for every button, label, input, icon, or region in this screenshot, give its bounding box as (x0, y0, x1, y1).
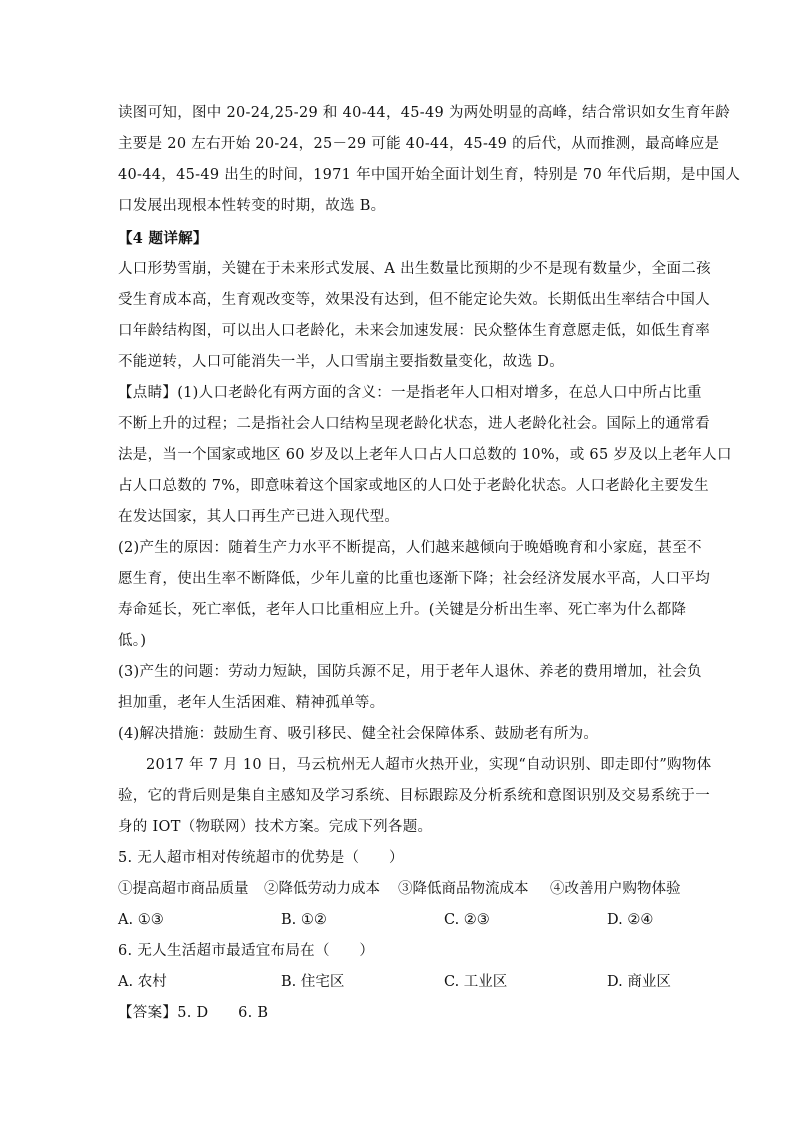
text-line: 寿命延长，死亡率低，老年人口比重相应上升。(关键是分析出生率、死亡率为什么都降 (118, 602, 687, 618)
text-line: 2017 年 7 月 10 日，马云杭州无人超市火热开业，实现“自动识别、即走即付”购物体 (146, 757, 712, 773)
question-6: 6. 无人生活超市最适宜布局在（ ） (118, 943, 375, 959)
text-line: 低。) (118, 633, 147, 649)
text-line: 主要是 20 左右开始 20-24，25－29 可能 40-44，45-49 的后代，从而推测，最高峰应是 (118, 136, 720, 152)
q6-options-row (118, 967, 678, 998)
q5-options-row (118, 905, 678, 936)
text-line: (3)产生的问题：劳动力短缺，国防兵源不足，用于老年人退休、养老的费用增加，社会负 (118, 664, 702, 680)
q5-items-row (118, 874, 681, 905)
q5-option: D. ②④ (607, 912, 654, 928)
text-line: 口年龄结构图，可以出人口老龄化，未来会加速发展：民众整体生育意愿走低，如低生育率 (118, 323, 710, 339)
text-line: (4)解决措施：鼓励生育、吸引移民、健全社会保障体系、鼓励老有所为。 (118, 726, 599, 742)
text-line: 验，它的背后则是集自主感知及学习系统、目标跟踪及分析系统和意图识别及交易系统于一 (118, 788, 710, 804)
q5-option: C. ②③ (444, 912, 490, 928)
q6-option: A. 农村 (118, 974, 167, 990)
section-heading: 【4 题详解】 (118, 230, 208, 247)
q5-item: ①提高超市商品质量 (118, 881, 249, 897)
text-line: 身的 IOT（物联网）技术方案。完成下列各题。 (118, 819, 433, 835)
q5-option: A. ①③ (118, 912, 164, 928)
text-line: 愿生育，使出生率不断降低，少年儿童的比重也逐渐下降；社会经济发展水平高，人口平均 (118, 571, 710, 587)
q6-option: D. 商业区 (607, 974, 671, 990)
q5-option: B. ①② (281, 912, 327, 928)
text-line: 【点睛】(1)人口老龄化有两方面的含义：一是指老年人口相对增多，在总人口中所占比重 (118, 385, 702, 401)
text-line: 法是，当一个国家或地区 60 岁及以上老年人口占人口总数的 10%，或 65 岁及以上老年人口 (118, 447, 732, 463)
text-line: 不断上升的过程；二是指社会人口结构呈现老龄化状态，进人老龄化社会。国际上的通常看 (118, 416, 710, 432)
text-line: 40-44，45-49 出生的时间，1971 年中国开始全面计划生育，特别是 70 年代后期，是中国人 (118, 167, 741, 183)
text-line: 受生育成本高，生育观改变等，效果没有达到，但不能定论失效。长期低出生率结合中国人 (118, 292, 710, 308)
q5-item: ②降低劳动力成本 (264, 881, 380, 897)
q6-option: B. 住宅区 (281, 974, 345, 990)
text-line: 读图可知，图中 20-24,25-29 和 40-44，45-49 为两处明显的高峰，结合常识如女生育年龄 (118, 105, 731, 121)
q5-item: ③降低商品物流成本 (398, 881, 529, 897)
text-line: 担加重，老年人生活困难、精神孤单等。 (118, 695, 385, 711)
question-5: 5. 无人超市相对传统超市的优势是（ ） (118, 850, 404, 866)
text-line: 人口形势雪崩，关键在于未来形式发展、A 出生数量比预期的少不是现有数量少，全面二孩 (118, 261, 711, 277)
q5-item: ④改善用户购物体验 (550, 881, 681, 897)
text-line: 占人口总数的 7%，即意味着这个国家或地区的人口处于老龄化状态。人口老龄化主要发生 (118, 478, 709, 494)
text-line: 口发展出现根本性转变的时期，故选 B。 (118, 198, 386, 214)
text-line: 不能逆转，人口可能消失一半，人口雪崩主要指数量变化，故选 D。 (118, 354, 565, 370)
answer-line: 【答案】5. D 6. B (118, 1005, 269, 1021)
text-line: 在发达国家，其人口再生产已进入现代型。 (118, 509, 400, 525)
text-line: (2)产生的原因：随着生产力水平不断提高，人们越来越倾向于晚婚晚育和小家庭，甚至不 (118, 540, 702, 556)
q6-option: C. 工业区 (444, 974, 508, 990)
